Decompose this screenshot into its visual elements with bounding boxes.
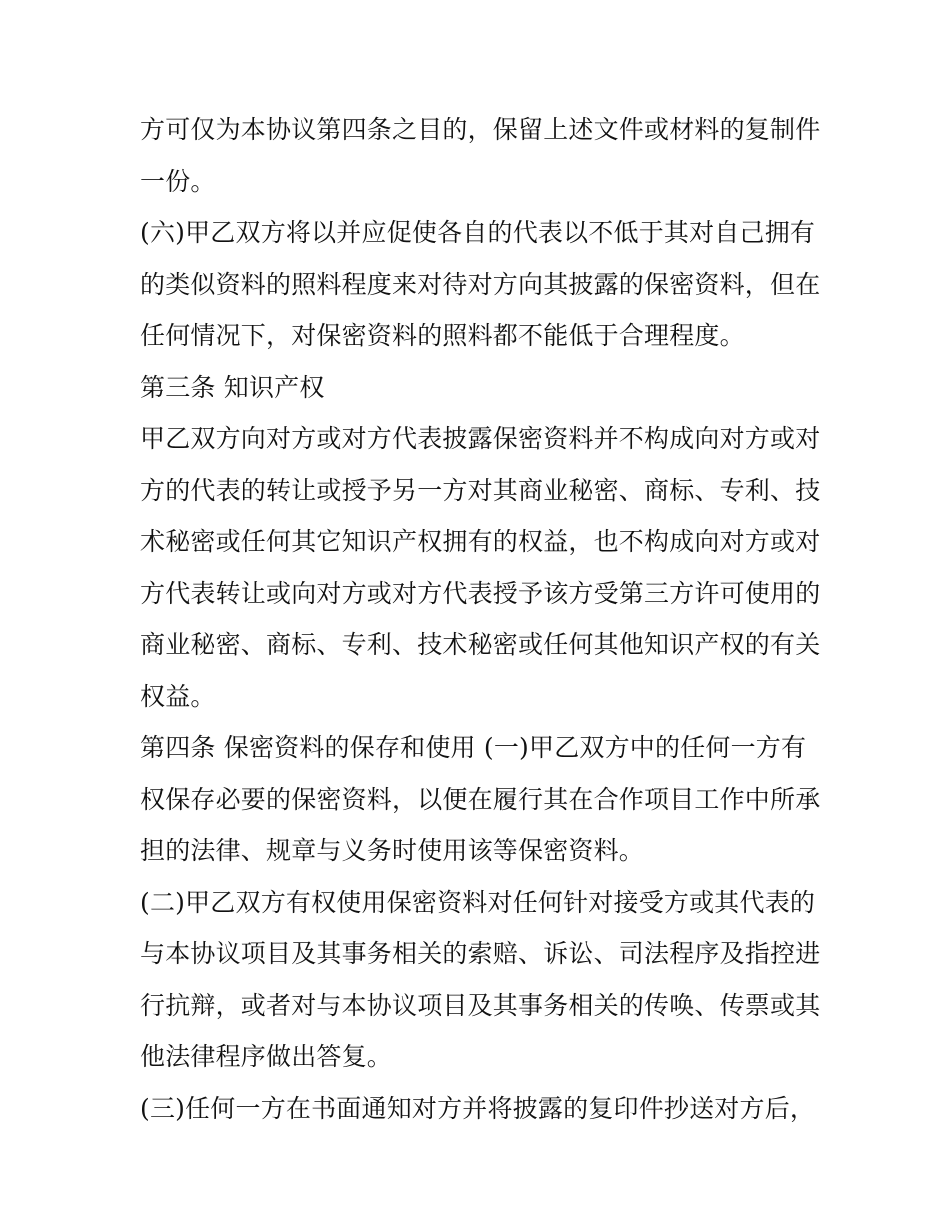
- text-line: 商业秘密、商标、专利、技术秘密或任何其他知识产权的有关: [140, 630, 821, 659]
- document-body: [140, 104, 820, 1134]
- text-line: 权保存必要的保密资料，以便在履行其在合作项目工作中所承: [140, 784, 821, 814]
- text-line: 方可仅为本协议第四条之目的，保留上述文件或材料的复制件: [140, 115, 821, 144]
- text-line: 权益。: [140, 681, 216, 711]
- text-line: 的类似资料的照料程度来对待对方向其披露的保密资料，但在: [140, 269, 821, 299]
- text-line: 术秘密或任何其它知识产权拥有的权益，也不构成向对方或对: [140, 527, 821, 556]
- text-line: (六)甲乙双方将以并应促使各自的代表以不低于其对自己拥有: [140, 218, 816, 247]
- section-heading: 第四条 保密资料的保存和使用 (一)甲乙双方中的任何一方有: [140, 733, 807, 762]
- text-line: 甲乙双方向对方或对方代表披露保密资料并不构成向对方或对: [140, 424, 821, 453]
- text-line: 方的代表的转让或授予另一方对其商业秘密、商标、专利、技: [140, 475, 821, 505]
- text-line: (二)甲乙双方有权使用保密资料对任何针对接受方或其代表的: [140, 887, 816, 917]
- text-line: 与本协议项目及其事务相关的索赔、诉讼、司法程序及指控进: [140, 939, 821, 968]
- text-line: 一份。: [140, 166, 216, 196]
- text-line: 任何情况下，对保密资料的照料都不能低于合理程度。: [140, 321, 745, 350]
- text-line: 他法律程序做出答复。: [140, 1042, 393, 1071]
- text-line: 担的法律、规章与义务时使用该等保密资料。: [140, 836, 645, 865]
- section-heading: 第三条 知识产权: [140, 372, 325, 402]
- text-line: 行抗辩，或者对与本协议项目及其事务相关的传唤、传票或其: [140, 990, 821, 1020]
- text-line: 方代表转让或向对方或对方代表授予该方受第三方许可使用的: [140, 578, 821, 608]
- text-line: (三)任何一方在书面通知对方并将披露的复印件抄送对方后，: [140, 1093, 816, 1123]
